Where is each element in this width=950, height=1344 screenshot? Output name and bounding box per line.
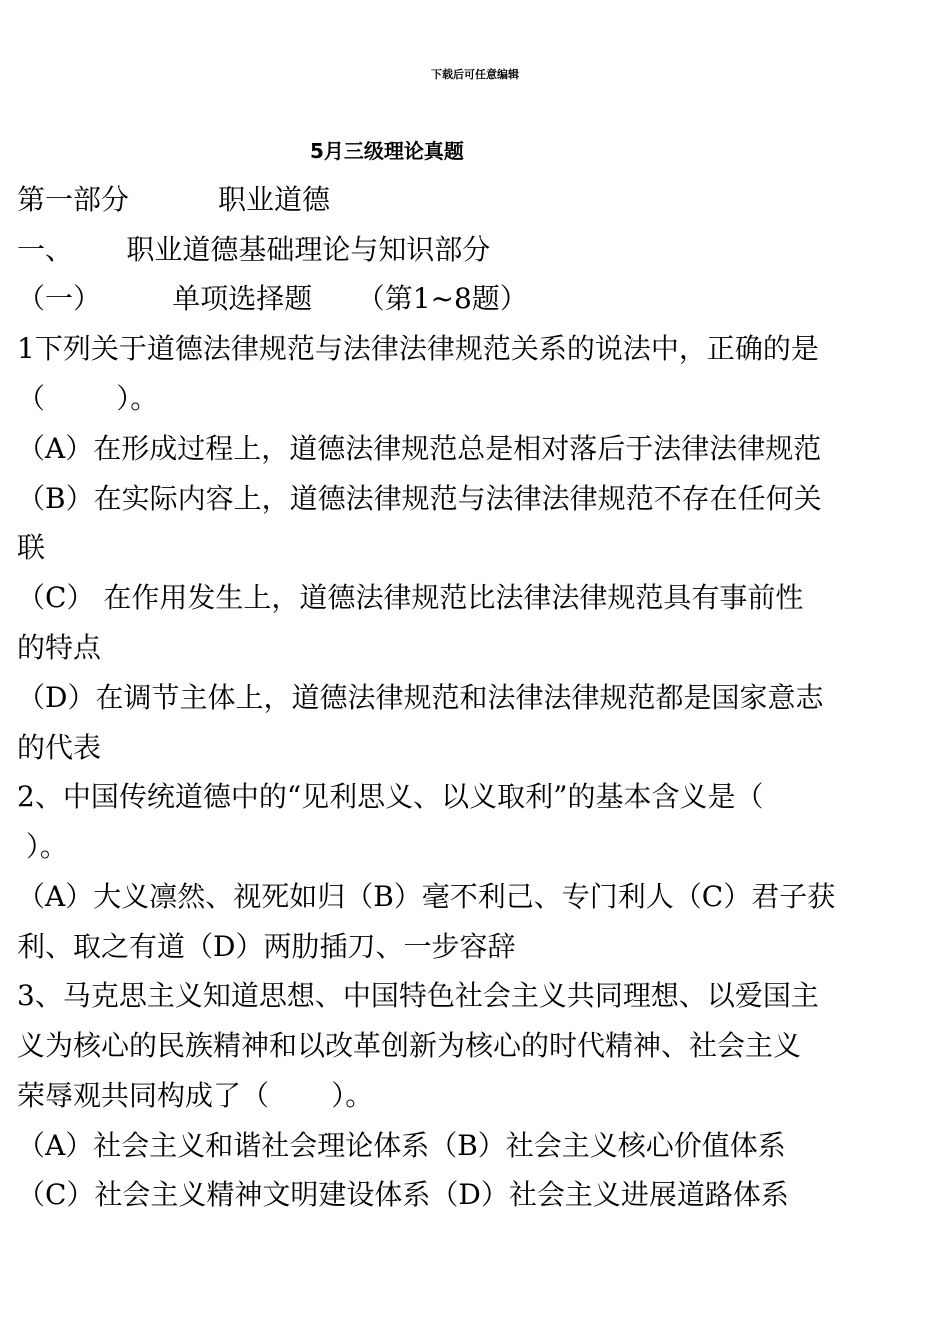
question-1-option-b-cont: 联	[17, 531, 46, 564]
question-1-option-c: （C） 在作用发生上，道德法律规范比法律法律规范具有事前性	[17, 581, 804, 614]
question-1-option-c-cont: 的特点	[17, 631, 102, 664]
question-2-options-cont: 利、取之有道（D）两肋插刀、一步容辞	[17, 930, 516, 963]
question-3-options-cd: （C）社会主义精神文明建设体系（D）社会主义进展道路体系	[17, 1178, 789, 1211]
question-2-stem: 2、中国传统道德中的“见利思义、以义取利”的基本含义是（	[17, 780, 764, 813]
question-1-option-b: （B）在实际内容上，道德法律规范与法律法律规范不存在任何关	[17, 482, 822, 515]
question-1-stem: 1下列关于道德法律规范与法律法律规范关系的说法中，正确的是	[17, 332, 819, 365]
question-3-options-ab: （A）社会主义和谐社会理论体系（B）社会主义核心价值体系	[17, 1129, 786, 1162]
question-1-option-d: （D）在调节主体上，道德法律规范和法律法律规范都是国家意志	[17, 681, 824, 714]
question-group-heading: （一） 单项选择题 （第1~8题）	[17, 282, 528, 315]
question-1-option-a: （A）在形成过程上，道德法律规范总是相对落后于法律法律规范	[17, 432, 822, 465]
question-1-blank: （ ）。	[17, 382, 159, 415]
document-title: 5月三级理论真题	[310, 139, 464, 163]
subsection-heading: 一、 职业道德基础理论与知识部分	[17, 233, 491, 266]
section-heading: 第一部分 职业道德	[17, 183, 331, 216]
question-1-option-d-cont: 的代表	[17, 731, 102, 764]
question-3-stem-cont: 义为核心的民族精神和以改革创新为核心的时代精神、社会主义	[17, 1029, 802, 1062]
question-2-blank: ）。	[17, 830, 68, 863]
page-header-note: 下载后可任意编辑	[431, 68, 519, 81]
question-3-stem: 3、马克思主义知道思想、中国特色社会主义共同理想、以爱国主	[17, 979, 819, 1012]
question-3-stem-end: 荣辱观共同构成了（ ）。	[17, 1079, 374, 1112]
question-2-options: （A）大义凛然、视死如归（B）毫不利己、专门利人（C）君子获	[17, 880, 836, 913]
